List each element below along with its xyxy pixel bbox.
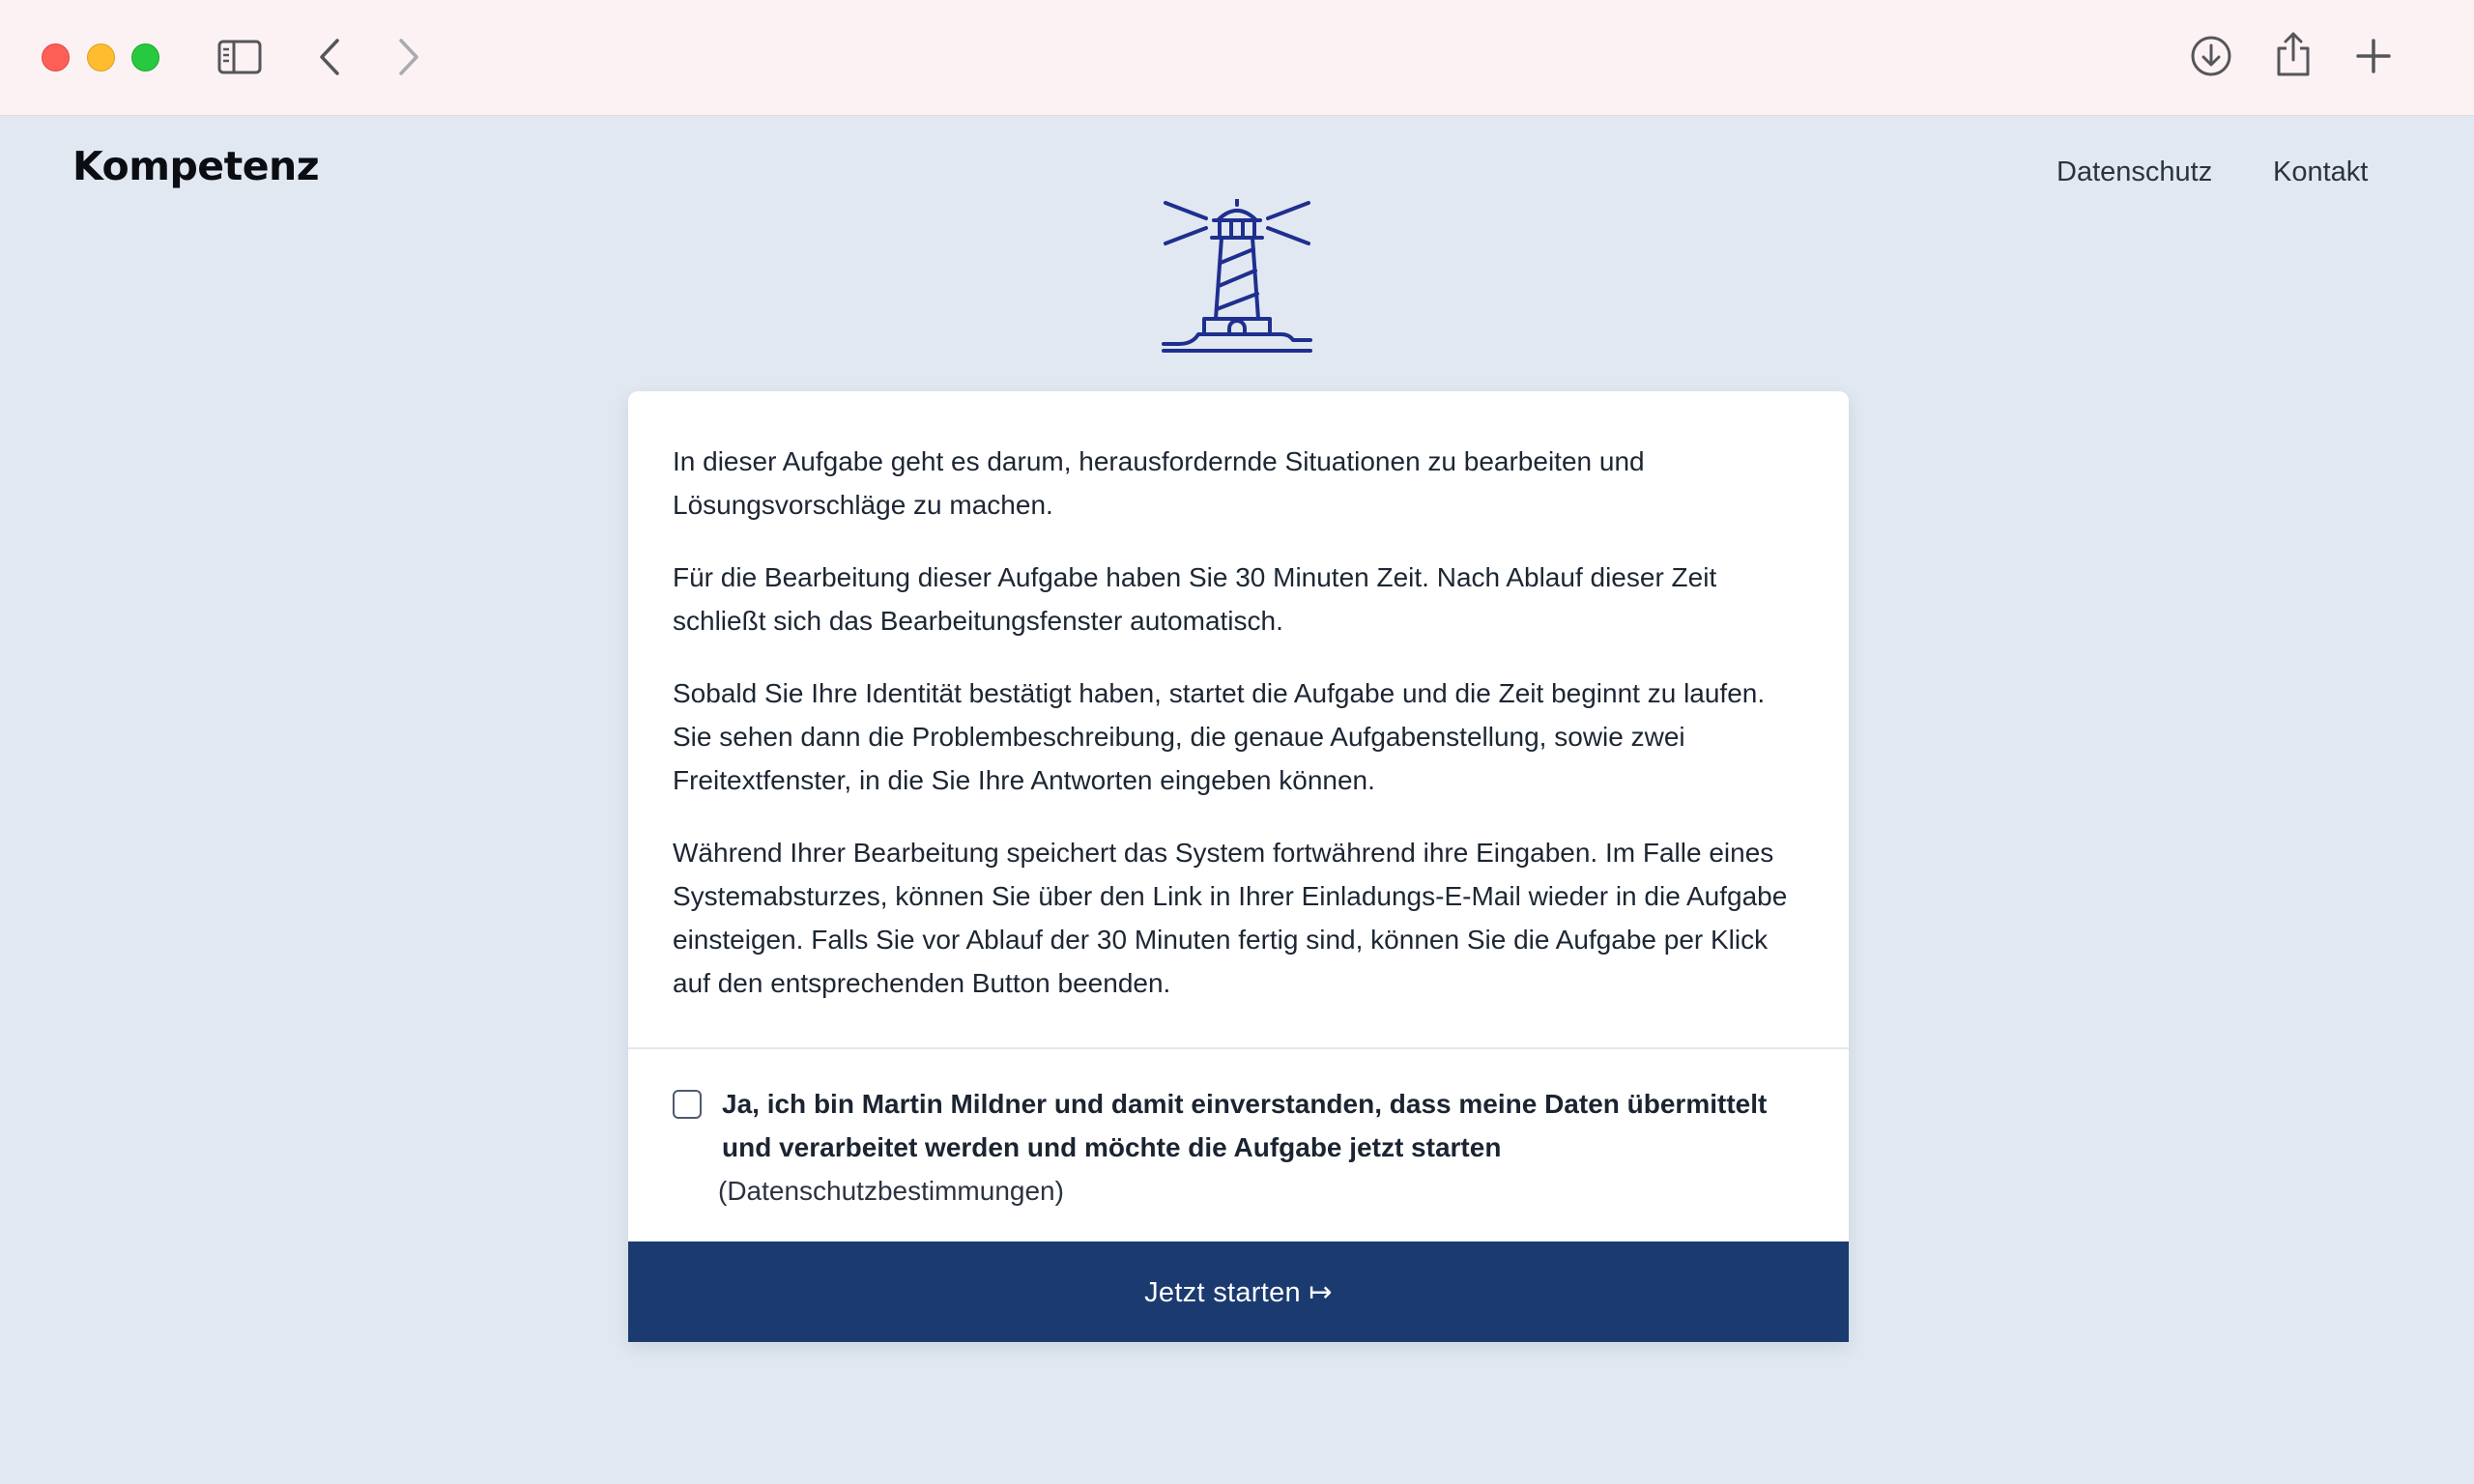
- consent-section: [628, 1049, 1849, 1241]
- browser-toolbar: [0, 0, 2474, 116]
- close-window-button[interactable]: [42, 43, 70, 71]
- sidebar-icon: [217, 40, 262, 74]
- paragraph-intro: In dieser Aufgabe geht es darum, herausfordernde Situationen zu bearbeiten und Lösungsvorschläge zu machen.: [673, 446, 1645, 520]
- new-tab-button[interactable]: [2346, 29, 2401, 83]
- share-icon: [2274, 31, 2313, 77]
- privacy-policy-link[interactable]: (Datenschutzbestimmungen): [718, 1176, 1064, 1206]
- sidebar-toggle-button[interactable]: [213, 30, 267, 84]
- minimize-window-button[interactable]: [87, 43, 115, 71]
- back-button[interactable]: [302, 30, 357, 84]
- brand-logo-text[interactable]: Kompetenz: [72, 143, 320, 189]
- instructions-text: [628, 391, 1849, 1047]
- forward-button[interactable]: [382, 30, 436, 84]
- nav-link-kontakt[interactable]: Kontakt: [2273, 157, 2369, 187]
- paragraph-autosave: Während Ihrer Bearbeitung speichert das System fortwährend ihre Eingaben. Im Falle eines Systemabsturzes, können Sie über den Link in Ihrer Einladungs-E-Mail wieder in die Aufgabe einsteigen. Falls Sie vor Ablauf der 30 Minuten fertig sind, können Sie die Aufgabe per Klick auf den entsprechenden Button beenden.: [673, 838, 1788, 998]
- share-button[interactable]: [2266, 27, 2320, 81]
- zoom-window-button[interactable]: [131, 43, 159, 71]
- chevron-left-icon: [318, 38, 341, 76]
- nav-link-datenschutz[interactable]: Datenschutz: [2057, 157, 2213, 187]
- plus-icon: [2354, 37, 2393, 75]
- chevron-right-icon: [397, 38, 420, 76]
- consent-checkbox[interactable]: [673, 1090, 702, 1119]
- instructions-card: [628, 391, 1849, 1342]
- download-icon: [2190, 35, 2232, 77]
- paragraph-start-info: Sobald Sie Ihre Identität bestätigt haben, startet die Aufgabe und die Zeit beginnt zu laufen. Sie sehen dann die Problembeschreibung, die genaue Aufgabenstellung, sowie zwei Freitextfenster, in die Sie Ihre Antworten eingeben können.: [673, 678, 1766, 795]
- start-now-button[interactable]: Jetzt starten ↦: [628, 1241, 1849, 1342]
- lighthouse-icon: [1160, 199, 1314, 354]
- paragraph-time-limit: Für die Bearbeitung dieser Aufgabe haben Sie 30 Minuten Zeit. Nach Ablauf dieser Zeit schließt sich das Bearbeitungsfenster automatisch.: [673, 562, 1717, 636]
- downloads-button[interactable]: [2184, 29, 2238, 83]
- consent-label[interactable]: Ja, ich bin Martin Mildner und damit einverstanden, dass meine Daten übermittelt und verarbeitet werden und möchte die Aufgabe jetzt starten: [722, 1089, 1768, 1162]
- page-content: [0, 116, 2474, 1484]
